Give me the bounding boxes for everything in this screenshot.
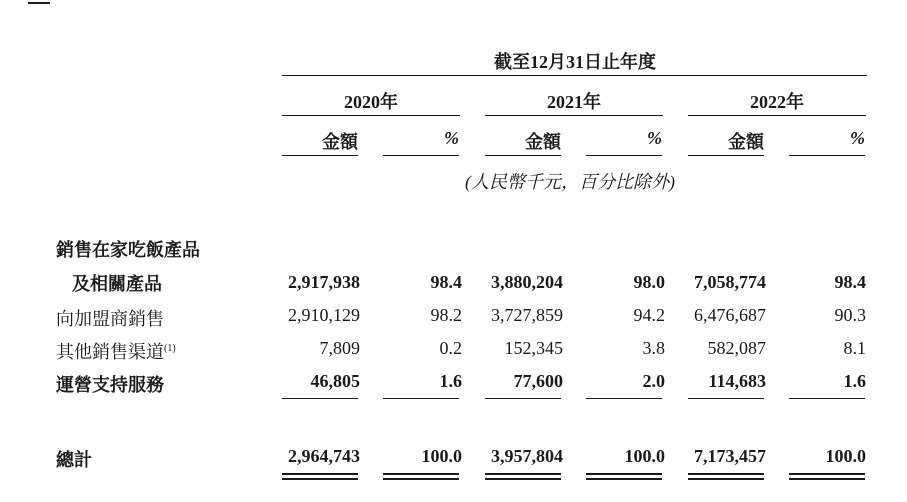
cell-percent: 0.2 [439, 338, 462, 358]
total-double-rule [383, 473, 459, 475]
total-double-rule [485, 473, 561, 475]
cell-amount: 2,917,938 [288, 272, 360, 292]
total-double-rule [789, 473, 865, 475]
subtotal-rule [586, 398, 662, 399]
year-2022-header: 2022年 [750, 92, 804, 112]
cell-amount: 3,727,859 [491, 305, 563, 325]
amount-header-2020: 金額 [322, 132, 358, 152]
year-2021-header: 2021年 [547, 92, 601, 112]
subtotal-rule [789, 398, 865, 399]
cell-amount: 114,683 [708, 371, 766, 391]
total-double-rule [586, 478, 662, 480]
header-rule [282, 75, 867, 76]
subtotal-rule [485, 398, 561, 399]
cell-percent: 98.4 [834, 272, 866, 292]
total-double-rule [688, 473, 764, 475]
cell-percent: 3.8 [642, 338, 665, 358]
year-2021-rule [485, 115, 663, 116]
cell-percent: 8.1 [843, 338, 866, 358]
total-double-rule [282, 478, 358, 480]
cell-percent: 90.3 [834, 305, 866, 325]
row-label: 向加盟商銷售 [56, 309, 164, 329]
total-double-rule [586, 473, 662, 475]
year-2020-rule [282, 115, 460, 116]
subtotal-rule [282, 398, 358, 399]
total-percent: 100.0 [825, 446, 866, 466]
row-label-line2: 及相關產品 [72, 274, 162, 294]
cell-amount: 3,880,204 [491, 272, 563, 292]
total-double-rule [383, 478, 459, 480]
row-label: 其他銷售渠道 [56, 342, 164, 362]
total-percent: 100.0 [624, 446, 665, 466]
total-double-rule [789, 478, 865, 480]
total-double-rule [485, 478, 561, 480]
amount-rule-2020 [282, 155, 358, 156]
amount-rule-2021 [485, 155, 561, 156]
total-double-rule [282, 473, 358, 475]
page-fragment-mark [28, 0, 50, 4]
cell-percent: 98.4 [430, 272, 462, 292]
year-2020-header: 2020年 [344, 92, 398, 112]
cell-percent: 98.0 [633, 272, 665, 292]
row-label-line1: 銷售在家吃飯產品 [56, 240, 200, 260]
period-header: 截至12月31日止年度 [494, 52, 656, 72]
cell-percent: 2.0 [642, 371, 665, 391]
subtotal-rule [383, 398, 459, 399]
cell-amount: 77,600 [513, 371, 563, 391]
percent-header-2020: % [444, 128, 459, 148]
percent-rule-2022 [789, 155, 865, 156]
percent-rule-2020 [383, 155, 459, 156]
footnote-marker: (1) [164, 343, 176, 354]
subtotal-rule [688, 398, 764, 399]
unit-note: (人民幣千元，百分比除外) [465, 172, 675, 192]
total-label: 總計 [56, 450, 92, 470]
total-amount: 2,964,743 [288, 446, 360, 466]
percent-header-2021: % [647, 128, 662, 148]
row-label: 運營支持服務 [56, 375, 164, 395]
cell-amount: 152,345 [504, 338, 563, 358]
cell-percent: 98.2 [430, 305, 462, 325]
total-double-rule [688, 478, 764, 480]
year-2022-rule [688, 115, 866, 116]
row-label-with-footnote [56, 338, 176, 364]
cell-amount: 46,805 [310, 371, 360, 391]
cell-amount: 6,476,687 [694, 305, 766, 325]
amount-rule-2022 [688, 155, 764, 156]
amount-header-2022: 金額 [728, 132, 764, 152]
percent-rule-2021 [586, 155, 662, 156]
cell-percent: 94.2 [633, 305, 665, 325]
total-amount: 7,173,457 [694, 446, 766, 466]
cell-percent: 1.6 [843, 371, 866, 391]
cell-amount: 7,058,774 [694, 272, 766, 292]
cell-percent: 1.6 [439, 371, 462, 391]
total-percent: 100.0 [421, 446, 462, 466]
cell-amount: 2,910,129 [288, 305, 360, 325]
cell-amount: 7,809 [319, 338, 360, 358]
cell-amount: 582,087 [707, 338, 766, 358]
amount-header-2021: 金額 [525, 132, 561, 152]
total-amount: 3,957,804 [491, 446, 563, 466]
percent-header-2022: % [850, 128, 865, 148]
